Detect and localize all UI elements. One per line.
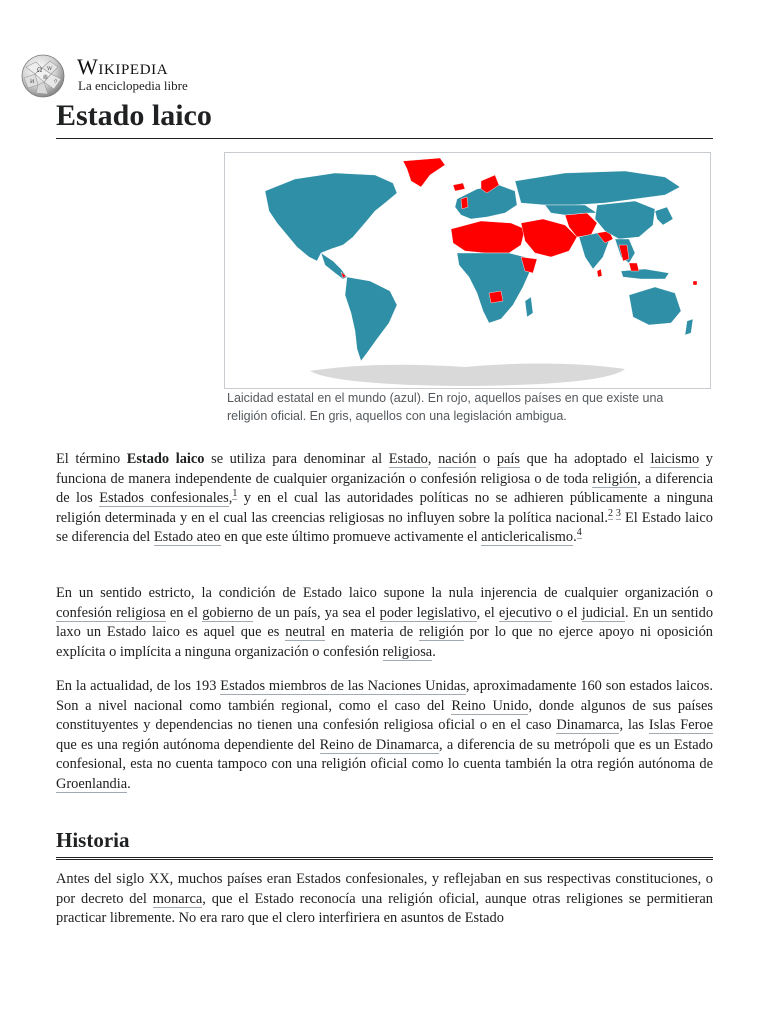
link-poder-legislativo[interactable]: poder legislativo xyxy=(379,604,477,621)
map-region-korea-japan xyxy=(655,207,673,225)
map-region-pacific-islands xyxy=(693,281,697,285)
map-region-russia xyxy=(515,171,680,205)
link-ejecutivo[interactable]: ejecutivo xyxy=(498,604,552,621)
map-region-new-zealand xyxy=(685,319,693,335)
link-gobierno[interactable]: gobierno xyxy=(202,604,254,621)
term-bold: Estado laico xyxy=(126,451,205,467)
link-estado[interactable]: Estado xyxy=(388,451,428,467)
map-region-greenland xyxy=(403,158,445,187)
map-region-madagascar xyxy=(525,297,533,317)
reference-3[interactable]: 3 xyxy=(615,507,621,519)
link-monarca[interactable]: monarca xyxy=(152,890,203,907)
map-region-north-africa xyxy=(451,221,525,253)
paragraph-intro: El término Estado laico se utiliza para denominar al Estado, nación o país que ha adoptado el laicismo y funciona de manera independente de cualquier organización o confesión religiosa o de toda religión, a diferencia de los Estados confesionales,$^1$ y en el cual las autoridades políticas no se adhieren públicamente a ninguna religión determinada y en el cual las creencias religiosas no influyen sobre la política nacional.$^2$ $^3$ El Estado laico se diferencia del Estado ateo en que este último promueve activamente el anticlericalismo.$^4$ xyxy=(56,451,714,546)
map-region-subsaharan-africa xyxy=(457,253,531,323)
map-region-north-america xyxy=(265,173,397,261)
svg-text:維: 維 xyxy=(43,75,49,81)
link-religiosa[interactable]: religiosa xyxy=(382,643,433,660)
world-secularism-map xyxy=(225,153,710,388)
link-islas-feroe[interactable]: Islas Feroe xyxy=(648,717,713,734)
svg-text:Ω: Ω xyxy=(37,67,42,74)
map-region-sri-lanka xyxy=(597,269,602,277)
link-nacion[interactable]: nación xyxy=(438,451,477,467)
paragraph-actualidad: En la actualidad, de los 193 Estados miembros de las Naciones Unidas, aproximadamente 160 son estados laicos. Son a nivel nacional como también regional, como el caso del Reino Unido, donde algunos de sus países constituyentes y dependencias no tienen una confesión religiosa oficial o en el caso Dinamarca, las Islas Feroe que es una región autónoma dependiente del Reino de Dinamarca, a diferencia de su metrópoli que es un Estado confesional, esta no cuenta tampoco con una religión oficial como lo cuenta también la otra región autónoma de Groenlandia. xyxy=(56,678,713,792)
figure-caption: Laicidad estatal en el mundo (azul). En rojo, aquellos países en que existe una religión oficial. En gris, aquellos con una legislación ambigua. xyxy=(227,391,664,423)
link-groenlandia[interactable]: Groenlandia xyxy=(56,775,128,792)
map-region-malaysia xyxy=(629,263,639,271)
svg-text:W: W xyxy=(47,66,53,72)
link-laicismo[interactable]: laicismo xyxy=(650,451,700,467)
page-title: Estado laico xyxy=(56,96,713,139)
wikipedia-logo[interactable] xyxy=(18,52,278,98)
wikipedia-tagline: La enciclopedia libre xyxy=(78,78,188,93)
map-region-indonesia xyxy=(621,269,669,279)
link-pais[interactable]: país xyxy=(496,451,520,467)
link-anticlericalismo[interactable]: anticlericalismo xyxy=(481,529,574,546)
reference-2[interactable]: 2 xyxy=(607,507,613,519)
link-dinamarca[interactable]: Dinamarca xyxy=(556,717,620,734)
reference-4[interactable]: 4 xyxy=(576,527,582,539)
century-numeral: XX xyxy=(148,871,170,887)
link-estados-confesionales[interactable]: Estados confesionales xyxy=(99,490,229,507)
map-region-iceland xyxy=(453,183,465,191)
map-region-australia xyxy=(629,287,681,325)
map-region-south-america xyxy=(345,277,397,361)
svg-text:И: И xyxy=(30,79,35,85)
link-judicial[interactable]: judicial xyxy=(581,604,625,621)
paragraph-historia: Antes del siglo XX, muchos países eran Estados confesionales, y reflejaban en sus respectivas constituciones, o por decreto del monarca, que el Estado reconocía una religión oficial, aunque otras religiones se permitieran practicar libremente. No era raro que el clero interfiriera en asuntos de Estado xyxy=(56,871,713,927)
map-region-antarctica xyxy=(310,363,625,386)
wikipedia-wordmark: Wikipedia xyxy=(77,54,169,79)
link-confesion-religiosa[interactable]: confesión religiosa xyxy=(56,604,166,621)
svg-text:ウ: ウ xyxy=(53,79,59,85)
paragraph-sentido: En un sentido estricto, la condición de Estado laico supone la nula injerencia de cualquier organización o confesión religiosa en el gobierno de un país, ya sea el poder legislativo, el ejecutivo o el judicial. En un sentido laxo un Estado laico es aquel que es neutral en materia de religión por lo que no ejerce apoyo ni oposición explícita o implícita a ninguna organización o confesión religiosa. xyxy=(56,585,714,660)
link-religion[interactable]: religión xyxy=(592,470,638,487)
link-estados-miembros-onu[interactable]: Estados miembros de las Naciones Unidas xyxy=(220,678,466,694)
link-estado-ateo[interactable]: Estado ateo xyxy=(153,529,221,546)
link-neutral[interactable]: neutral xyxy=(285,624,326,641)
wikipedia-globe-icon xyxy=(18,52,68,98)
link-reino-unido[interactable]: Reino Unido xyxy=(451,697,529,714)
world-map-figure[interactable] xyxy=(224,152,711,389)
section-heading-historia: Historia xyxy=(56,826,713,860)
link-religion-2[interactable]: religión xyxy=(419,624,464,641)
map-region-zambia xyxy=(489,291,503,303)
reference-1[interactable]: 1 xyxy=(232,488,238,500)
link-reino-de-dinamarca[interactable]: Reino de Dinamarca xyxy=(319,736,440,753)
map-region-uk xyxy=(461,197,468,209)
map-region-central-asia xyxy=(545,205,597,215)
